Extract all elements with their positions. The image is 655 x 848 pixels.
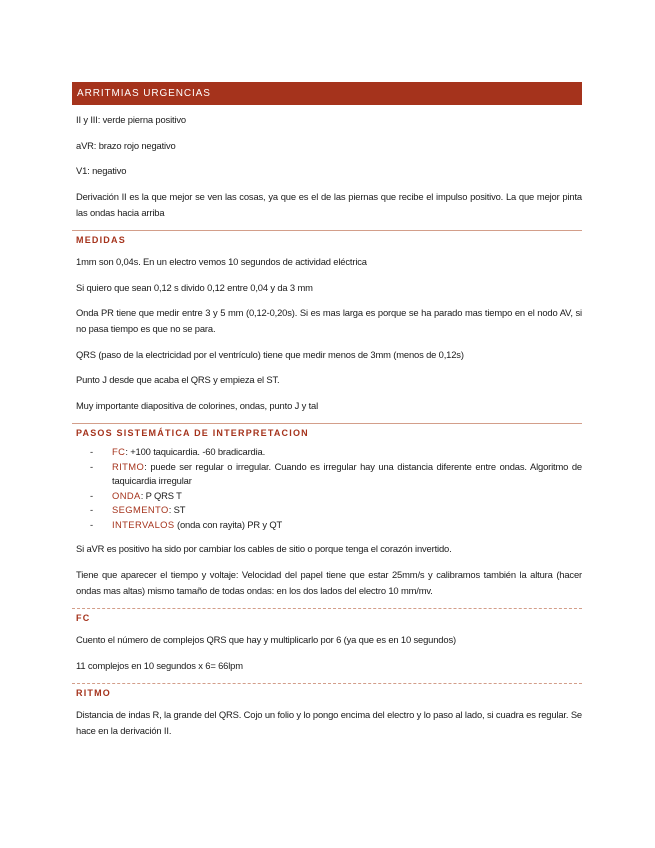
medidas-paragraph: 1mm son 0,04s. En un electro vemos 10 segundos de actividad eléctrica xyxy=(76,256,367,267)
section-heading-ritmo: RITMO xyxy=(76,688,111,698)
ritmo-paragraph: Distancia de indas R, la grande del QRS. Cojo un folio y lo pongo encima del electro y lo paso al lado, si cuadra es regular. Se hace en la derivación II. xyxy=(76,709,582,736)
pasos-paragraph: Si aVR es positivo ha sido por cambiar los cables de sitio o porque tenga el corazón invertido. xyxy=(76,543,452,554)
intro-paragraph: aVR: brazo rojo negativo xyxy=(76,139,176,151)
list-item-text: : P QRS T xyxy=(140,489,182,501)
document-page xyxy=(72,82,582,749)
keyword-onda: ONDA xyxy=(112,489,141,501)
pasos-paragraph: Tiene que aparecer el tiempo y voltaje: Velocidad del papel tiene que estar 25mm/s y calibramos también la altura (hacer ondas mas altas) mismo tamaño de todas ondas: en los dos lados del electro 10 mm/mv. xyxy=(76,568,582,596)
bullet-dash: - xyxy=(90,489,93,501)
pasos-list xyxy=(72,445,582,532)
keyword-ritmo: RITMO xyxy=(112,460,145,472)
list-item xyxy=(90,445,582,460)
document-title: ARRITMIAS URGENCIAS xyxy=(72,82,582,105)
bullet-dash: - xyxy=(90,460,93,472)
list-item-text: : +100 taquicardia. -60 bradicardia. xyxy=(125,446,266,457)
medidas-paragraph: Onda PR tiene que medir entre 3 y 5 mm (0,12-0,20s). Si es mas larga es porque se ha parado mas tiempo en el nodo AV, si no pasa tiempo es que no se para. xyxy=(76,307,582,334)
fc-paragraph: Cuento el número de complejos QRS que hay y multiplicarlo por 6 (ya que es en 10 segundos) xyxy=(76,634,456,645)
fc-paragraph: 11 complejos en 10 segundos x 6= 66lpm xyxy=(76,659,243,671)
bullet-dash: - xyxy=(90,446,93,457)
medidas-paragraph: Punto J desde que acaba el QRS y empieza el ST. xyxy=(76,374,280,385)
medidas-paragraph: Muy importante diapositiva de colorines, ondas, punto J y tal xyxy=(76,399,319,411)
keyword-intervalos: INTERVALOS xyxy=(112,518,175,530)
list-item-text: : puede ser regular o irregular. Cuando es irregular hay una distancia diferente entre ondas. Algoritmo de taquicardia irregular xyxy=(112,460,582,486)
list-item-text: : ST xyxy=(168,504,186,515)
intro-paragraph: Derivación II es la que mejor se ven las cosas, ya que es el de las piernas que recibe el impulso positivo. La que mejor pinta las ondas hacia arriba xyxy=(76,190,582,218)
keyword-fc: FC xyxy=(112,446,126,457)
keyword-segmento: SEGMENTO xyxy=(112,504,169,515)
bullet-dash: - xyxy=(90,518,93,530)
medidas-paragraph: QRS (paso de la electricidad por el ventrículo) tiene que medir menos de 3mm (menos de 0,12s) xyxy=(76,348,464,360)
intro-paragraph: II y III: verde pierna positivo xyxy=(76,114,186,125)
medidas-paragraph: Si quiero que sean 0,12 s divido 0,12 entre 0,04 y da 3 mm xyxy=(76,281,313,293)
bullet-dash: - xyxy=(90,504,93,515)
list-item xyxy=(90,489,582,504)
list-item-text: (onda con rayita) PR y QT xyxy=(174,518,283,530)
list-item xyxy=(90,518,582,533)
list-item xyxy=(90,460,582,489)
intro-paragraph: V1: negativo xyxy=(76,165,127,176)
list-item xyxy=(90,503,582,518)
section-heading-fc: FC xyxy=(76,613,91,623)
section-heading-medidas: MEDIDAS xyxy=(76,235,126,245)
section-heading-pasos: PASOS SISTEMÁTICA DE INTERPRETACION xyxy=(76,428,309,438)
